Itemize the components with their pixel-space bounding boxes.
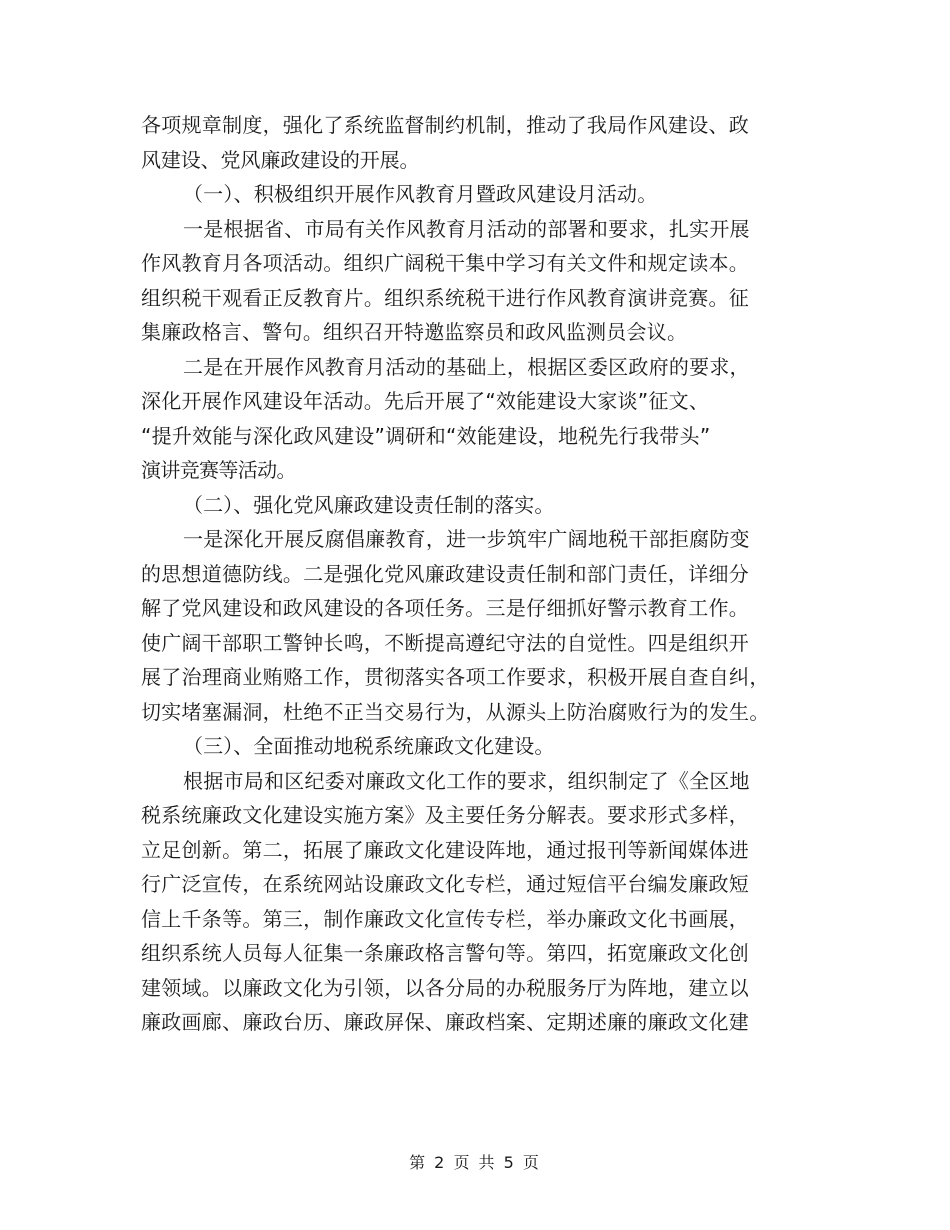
text-line: 根据市局和区纪委对廉政文化工作的要求，组织制定了《全区地: [183, 768, 750, 793]
text-line: 风建设、党风廉政建设的开展。: [141, 147, 420, 172]
text-line: 建领域。以廉政文化为引领，以各分局的办税服务厅为阵地，建立以: [141, 975, 749, 1000]
text-line: 组织系统人员每人征集一条廉政格言警句等。第四，拓宽廉政文化创: [141, 941, 749, 965]
text-line: 展了治理商业贿赂工作，贯彻落实各项工作要求，积极开展自查自纠，: [141, 665, 770, 689]
text-line: 组织税干观看正反教育片。组织系统税干进行作风教育演讲竞赛。征: [141, 285, 749, 310]
text-line: 廉政画廊、廉政台历、廉政屏保、廉政档案、定期述廉的廉政文化建: [141, 1010, 749, 1034]
text-line: 集廉政格言、警句。组织召开特邀监察员和政风监测员会议。: [141, 320, 688, 344]
text-line: 立足创新。第二，拓展了廉政文化建设阵地，通过报刊等新闻媒体进: [141, 837, 749, 862]
text-line: 解了党风建设和政风建设的各项任务。三是仔细抓好警示教育工作。: [141, 596, 749, 620]
text-line: 深化开展作风建设年活动。先后开展了“效能建设大家谈”征文、: [141, 389, 710, 413]
text-line: 使广阔干部职工警钟长鸣，不断提高遵纪守法的自觉性。四是组织开: [141, 630, 749, 655]
text-line: 税系统廉政文化建设实施方案》及主要任务分解表。要求形式多样，: [141, 803, 749, 827]
text-line: 的思想道德防线。二是强化党风廉政建设责任制和部门责任，详细分: [141, 561, 749, 586]
text-line: 演讲竞赛等活动。: [141, 458, 296, 482]
text-line: 各项规章制度，强化了系统监督制约机制，推动了我局作风建设、政: [141, 113, 749, 137]
text-line: 行广泛宣传，在系统网站设廉政文化专栏，通过短信平台编发廉政短: [141, 872, 749, 896]
text-line: （二）、强化党风廉政建设责任制的落实。: [183, 492, 555, 517]
text-line: （三）、全面推动地税系统廉政文化建设。: [183, 734, 555, 758]
document-body: [141, 108, 821, 1040]
text-line: 切实堵塞漏洞，杜绝不正当交易行为，从源头上防治腐败行为的发生。: [141, 699, 770, 724]
text-line: 二是在开展作风教育月活动的基础上，根据区委区政府的要求，: [183, 354, 750, 379]
text-line: （一）、积极组织开展作风教育月暨政风建设月活动。: [183, 182, 658, 206]
text-line: 一是根据省、市局有关作风教育月活动的部署和要求，扎实开展: [183, 216, 750, 241]
text-line: 一是深化开展反腐倡廉教育，进一步筑牢广阔地税干部拒腐防变: [183, 527, 750, 551]
page-footer: 第 2 页 共 5 页: [409, 1153, 541, 1172]
text-line: “提升效能与深化政风建设”调研和“效能建设，地税先行我带头”: [141, 423, 711, 448]
text-line: 信上千条等。第三，制作廉政文化宣传专栏，举办廉政文化书画展，: [141, 906, 749, 931]
text-line: 作风教育月各项活动。组织广阔税干集中学习有关文件和规定读本。: [141, 251, 749, 275]
